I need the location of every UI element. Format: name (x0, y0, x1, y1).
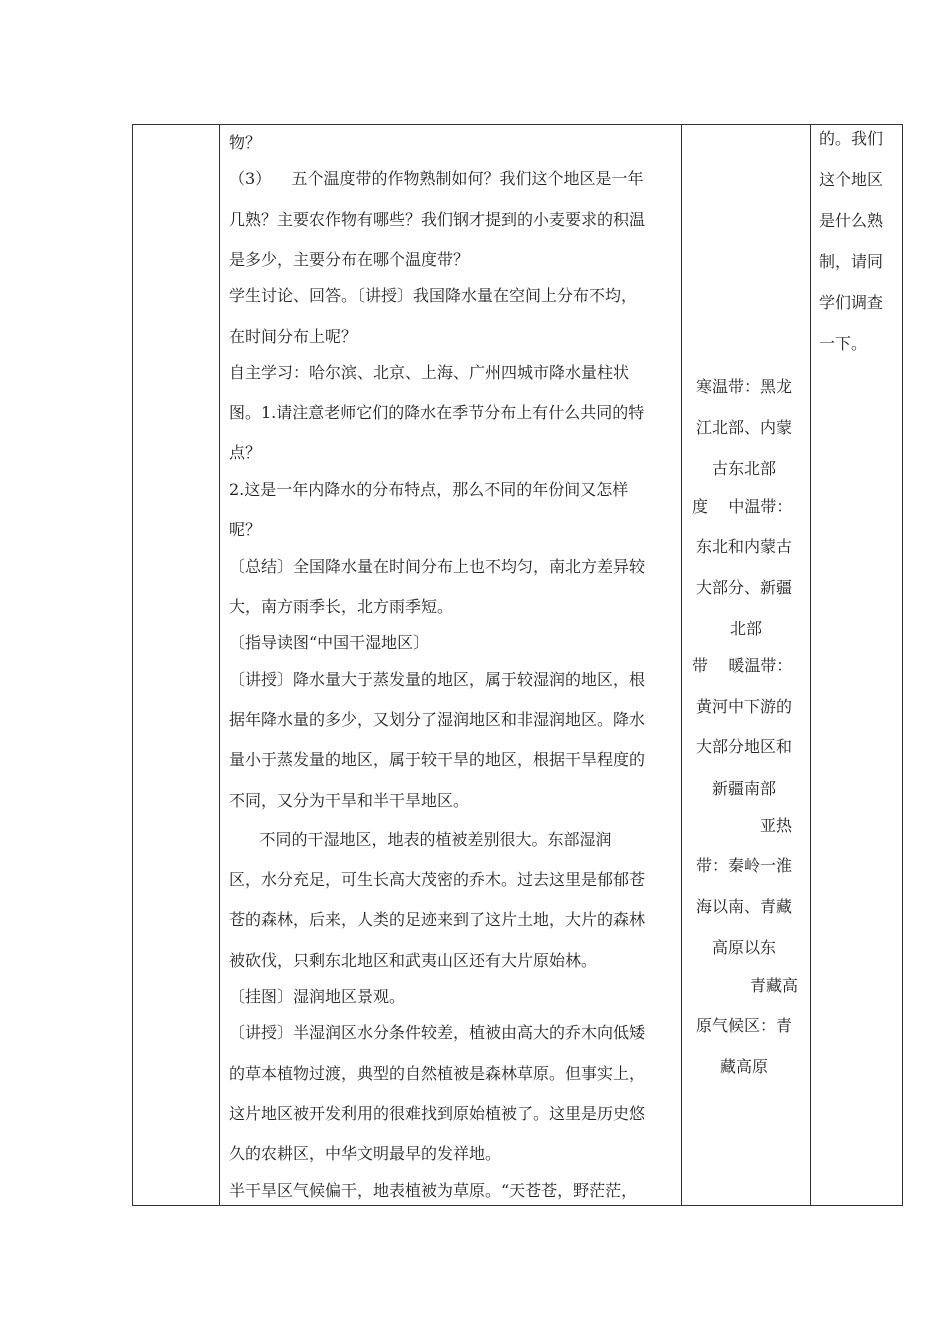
zone-text-line: 北部 (730, 619, 763, 638)
lesson-text-line: 这片地区被开发利用的很难找到原始植被了。这里是历史悠 (229, 1104, 646, 1123)
lesson-text-line: 〔总结〕全国降水量在时间分布上也不均匀，南北方差异较 (229, 557, 646, 576)
note-text-line: 学们调查 (819, 293, 884, 312)
lesson-text-line: 几熟？主要农作物有哪些？我们钢才提到的小麦要求的积温 (229, 210, 646, 229)
zone-text-line: 东北和内蒙古 (696, 537, 793, 556)
zone-text-line: 大部分地区和 (696, 737, 793, 756)
lesson-text-line: 大，南方雨季长，北方雨季短。 (229, 597, 454, 616)
zone-text-line: 江北部、内蒙 (696, 418, 793, 437)
zone-text-line: 海以南、青藏 (696, 897, 793, 916)
lesson-text-line: 〔指导读图“中国干湿地区〕 (229, 633, 430, 652)
lesson-text-line: 图。1.请注意老师它们的降水在季节分布上有什么共同的特 (229, 403, 645, 422)
zone-text-line: 原气候区：青 (696, 1016, 793, 1035)
lesson-text-line: 苍的森林，后来，人类的足迹来到了这片土地，大片的森林 (229, 910, 646, 929)
lesson-text-line: 在时间分布上呢？ (229, 327, 358, 346)
note-text-line: 这个地区 (819, 170, 884, 189)
zone-text-line: 黄河中下游的 (696, 697, 793, 716)
teaching-process-column (229, 125, 681, 1205)
zone-text-line: 亚热 (760, 816, 793, 835)
zone-text-line: 度 中温带： (692, 497, 793, 516)
lesson-text-line: 自主学习：哈尔滨、北京、上海、广州四城市降水量柱状 (229, 363, 630, 382)
lesson-text-line: 是多少，主要分布在哪个温度带？ (229, 250, 470, 269)
lesson-text-line: （3） 五个温度带的作物熟制如何？我们这个地区是一年 (229, 169, 644, 188)
note-text-line: 一下。 (819, 334, 868, 353)
lesson-text-line: 久的农耕区，中华文明最早的发祥地。 (229, 1144, 502, 1163)
lesson-text-line: 〔讲授〕降水量大于蒸发量的地区，属于较湿润的地区，根 (229, 670, 646, 689)
lesson-text-line: 学生讨论、回答。〔讲授〕我国降水量在空间上分布不均， (229, 286, 638, 305)
lesson-text-line: 物？ (229, 133, 262, 152)
lesson-text-line: 2.这是一年内降水的分布特点，那么不同的年份间又怎样 (229, 480, 629, 499)
lesson-text-line: 量小于蒸发量的地区，属于较干旱的地区，根据干旱程度的 (229, 750, 646, 769)
lesson-text-line: 据年降水量的多少，又划分了湿润地区和非湿润地区。降水 (229, 710, 646, 729)
zone-text-line: 藏高原 (720, 1057, 769, 1076)
lesson-text-line: 〔讲授〕半湿润区水分条件较差，植被由高大的乔木向低矮 (229, 1023, 646, 1042)
lesson-text-line: 半干旱区气候偏干，地表植被为草原。“天苍苍，野茫茫， (229, 1181, 638, 1200)
lesson-text-line: 被砍伐，只剩东北地区和武夷山区还有大片原始林。 (229, 951, 598, 970)
zone-text-line: 寒温带：黑龙 (696, 377, 793, 396)
zone-text-line: 青藏高 (750, 976, 799, 995)
lesson-text-line: 〔挂图〕湿润地区景观。 (229, 987, 406, 1006)
note-text-line: 制，请同 (819, 252, 884, 271)
zone-text-line: 新疆南部 (712, 779, 777, 798)
left-empty-column (133, 125, 219, 1205)
temperature-zones-column (682, 125, 810, 1205)
note-text-line: 的。我们 (819, 129, 884, 148)
lesson-text-line: 的草本植物过渡，典型的自然植被是森林草原。但事实上， (229, 1064, 646, 1083)
zone-text-line: 带 暖温带： (692, 656, 793, 675)
zone-text-line: 带：秦岭一淮 (696, 856, 793, 875)
note-text-line: 是什么熟 (819, 211, 884, 230)
zone-text-line: 大部分、新疆 (696, 578, 793, 597)
zone-text-line: 古东北部 (712, 459, 777, 478)
zone-text-line: 高原以东 (712, 938, 777, 957)
design-notes-column (819, 125, 903, 1205)
lesson-text-line: 不同的干湿地区，地表的植被差别很大。东部湿润 (229, 830, 612, 849)
lesson-text-line: 区，水分充足，可生长高大茂密的乔木。过去这里是郁郁苍 (229, 870, 646, 889)
column-divider (810, 125, 811, 1205)
lesson-text-line: 呢？ (229, 520, 262, 539)
lesson-text-line: 不同，又分为干旱和半干旱地区。 (229, 791, 470, 810)
lesson-table (132, 124, 903, 1206)
lesson-text-line: 点？ (229, 443, 262, 462)
column-divider (219, 125, 220, 1205)
